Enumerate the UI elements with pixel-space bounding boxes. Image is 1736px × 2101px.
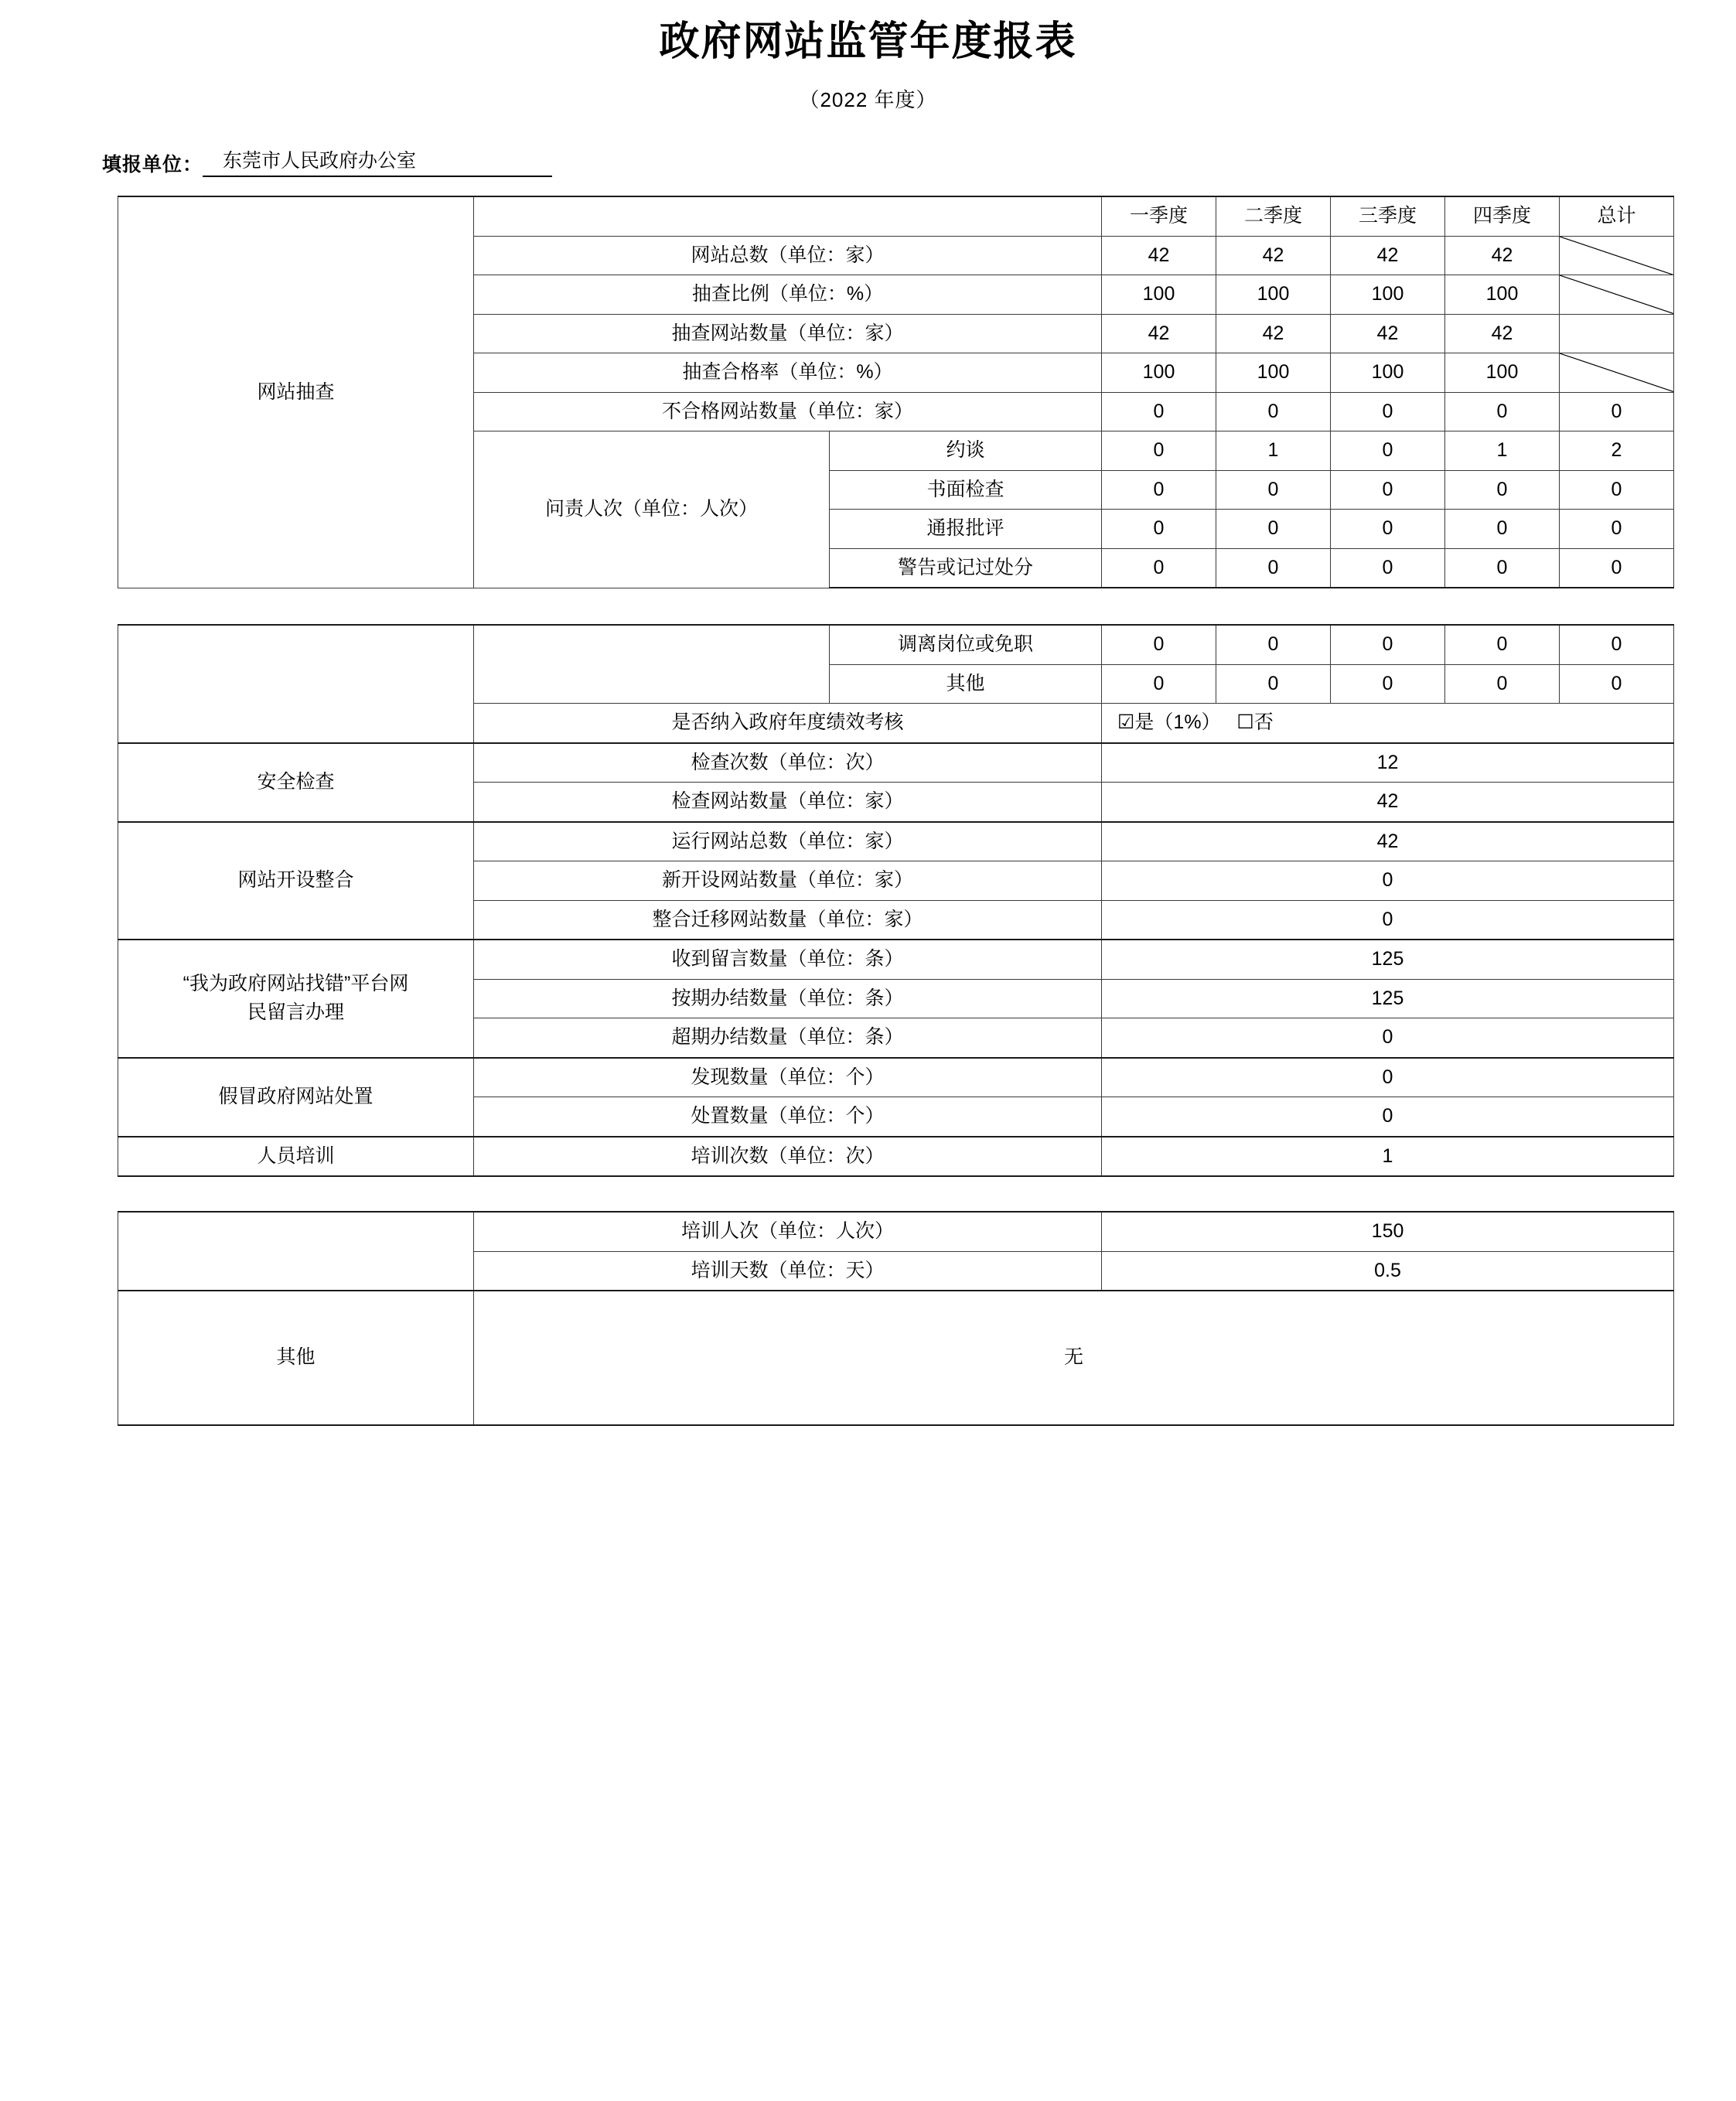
cell-website-total-q3: 42: [1331, 236, 1445, 275]
cell-website-total-sum-slash: [1560, 236, 1674, 275]
header-blank-cell: [474, 196, 1102, 236]
row-label-accountability: 问责人次（单位：人次）: [474, 431, 830, 588]
row-label-fake-found: 发现数量（单位：个）: [474, 1058, 1102, 1097]
report-table-3: [118, 1211, 1674, 1426]
row-label-check-times: 检查次数（单位：次）: [474, 743, 1102, 783]
cell-transfer-q4: 0: [1445, 625, 1560, 664]
cell-training-days-value: 0.5: [1102, 1251, 1674, 1291]
row-label-overdue-resolved: 超期办结数量（单位：条）: [474, 1018, 1102, 1058]
cell-other-content: 无: [474, 1291, 1674, 1425]
cell-written-sum: 0: [1560, 470, 1674, 510]
cell-spotcheck-ratio-sum-slash: [1560, 275, 1674, 315]
category-cell-security-check: 安全检查: [118, 743, 474, 822]
cell-ontime-resolved-value: 125: [1102, 979, 1674, 1018]
cell-pass-rate-q3: 100: [1331, 353, 1445, 393]
cell-written-q4: 0: [1445, 470, 1560, 510]
cell-website-total-q1: 42: [1102, 236, 1216, 275]
cell-spotcheck-ratio-q3: 100: [1331, 275, 1445, 315]
cell-warning-q2: 0: [1216, 548, 1331, 588]
sub-label-interview: 约谈: [830, 431, 1102, 471]
cell-interview-q4: 1: [1445, 431, 1560, 471]
sub-label-warning: 警告或记过处分: [830, 548, 1102, 588]
cell-training-persons-value: 150: [1102, 1212, 1674, 1251]
row-label-website-total: 网站总数（单位：家）: [474, 236, 1102, 275]
cell-warning-sum: 0: [1560, 548, 1674, 588]
cell-spotcheck-count-q2: 42: [1216, 314, 1331, 353]
cell-warning-q1: 0: [1102, 548, 1216, 588]
checkbox-no-label: 否: [1253, 711, 1274, 733]
category-cell-fake-site: 假冒政府网站处置: [118, 1058, 474, 1137]
cell-website-total-q2: 42: [1216, 236, 1331, 275]
cell-unqualified-q2: 0: [1216, 392, 1331, 431]
cell-pass-rate-sum-slash: [1560, 353, 1674, 393]
cell-spotcheck-ratio-q4: 100: [1445, 275, 1560, 315]
row-label-performance-assessment: 是否纳入政府年度绩效考核: [474, 704, 1102, 743]
cell-spotcheck-ratio-q1: 100: [1102, 275, 1216, 315]
cell-criticism-q2: 0: [1216, 510, 1331, 549]
cell-written-q2: 0: [1216, 470, 1331, 510]
reporting-unit-value: 东莞市人民政府办公室: [203, 145, 552, 177]
cell-new-sites-value: 0: [1102, 861, 1674, 901]
column-header-q2: 二季度: [1216, 196, 1331, 236]
row-label-accountability-continued: [474, 625, 830, 704]
cell-other-acc-q3: 0: [1331, 664, 1445, 704]
cell-other-acc-q1: 0: [1102, 664, 1216, 704]
cell-pass-rate-q2: 100: [1216, 353, 1331, 393]
category-cell-website-spotcheck: 网站抽查: [118, 196, 474, 588]
reporting-unit-label: 填报单位：: [102, 154, 203, 176]
category-cell-blank-continued: [118, 625, 474, 743]
category-cell-site-setup: 网站开设整合: [118, 822, 474, 940]
column-header-q4: 四季度: [1445, 196, 1560, 236]
cell-other-acc-q2: 0: [1216, 664, 1331, 704]
page-break-gap-2: [0, 1177, 1736, 1211]
sub-label-criticism: 通报批评: [830, 510, 1102, 549]
cell-transfer-q1: 0: [1102, 625, 1216, 664]
cell-interview-q2: 1: [1216, 431, 1331, 471]
table-row-messages-received: [118, 940, 1674, 979]
cell-spotcheck-count-q3: 42: [1331, 314, 1445, 353]
cell-other-acc-q4: 0: [1445, 664, 1560, 704]
cell-fake-handled-value: 0: [1102, 1097, 1674, 1137]
cell-criticism-q3: 0: [1331, 510, 1445, 549]
table-row-other: [118, 1291, 1674, 1425]
cell-spotcheck-ratio-q2: 100: [1216, 275, 1331, 315]
checkbox-no-icon[interactable]: ☐: [1236, 711, 1254, 733]
table-row-transfer-removal: [118, 625, 1674, 664]
cell-fake-found-value: 0: [1102, 1058, 1674, 1097]
category-error-platform-line2: 民留言办理: [247, 1001, 344, 1024]
cell-unqualified-q4: 0: [1445, 392, 1560, 431]
cell-criticism-q4: 0: [1445, 510, 1560, 549]
performance-answer-cell: [1102, 704, 1674, 743]
cell-written-q3: 0: [1331, 470, 1445, 510]
cell-spotcheck-count-q1: 42: [1102, 314, 1216, 353]
row-label-ontime-resolved: 按期办结数量（单位：条）: [474, 979, 1102, 1018]
cell-overdue-resolved-value: 0: [1102, 1018, 1674, 1058]
table-row-check-times: [118, 743, 1674, 783]
table-row-training-times: [118, 1137, 1674, 1177]
row-label-messages-received: 收到留言数量（单位：条）: [474, 940, 1102, 979]
cell-spotcheck-count-sum: [1560, 314, 1674, 353]
table-header-row: [118, 196, 1674, 236]
row-label-training-persons: 培训人次（单位：人次）: [474, 1212, 1102, 1251]
column-header-q3: 三季度: [1331, 196, 1445, 236]
report-table-1: [118, 196, 1674, 588]
cell-warning-q4: 0: [1445, 548, 1560, 588]
row-label-training-days: 培训天数（单位：天）: [474, 1251, 1102, 1291]
sub-label-written-check: 书面检查: [830, 470, 1102, 510]
row-label-pass-rate: 抽查合格率（单位：%）: [474, 353, 1102, 393]
row-label-new-sites: 新开设网站数量（单位：家）: [474, 861, 1102, 901]
row-label-checked-sites: 检查网站数量（单位：家）: [474, 783, 1102, 822]
cell-checked-sites-value: 42: [1102, 783, 1674, 822]
cell-website-total-q4: 42: [1445, 236, 1560, 275]
row-label-unqualified: 不合格网站数量（单位：家）: [474, 392, 1102, 431]
page-title: 政府网站监管年度报表: [659, 19, 1077, 64]
category-cell-training-continued: [118, 1212, 474, 1291]
cell-interview-q3: 0: [1331, 431, 1445, 471]
cell-interview-q1: 0: [1102, 431, 1216, 471]
cell-warning-q3: 0: [1331, 548, 1445, 588]
cell-pass-rate-q4: 100: [1445, 353, 1560, 393]
category-cell-training: 人员培训: [118, 1137, 474, 1177]
report-table-2: [118, 624, 1674, 1177]
cell-interview-sum: 2: [1560, 431, 1674, 471]
table-row-training-persons: [118, 1212, 1674, 1251]
cell-spotcheck-count-q4: 42: [1445, 314, 1560, 353]
column-header-total: 总计: [1560, 196, 1674, 236]
cell-other-acc-sum: 0: [1560, 664, 1674, 704]
cell-pass-rate-q1: 100: [1102, 353, 1216, 393]
row-label-spotcheck-ratio: 抽查比例（单位：%）: [474, 275, 1102, 315]
checkbox-yes-label: 是（1%）: [1134, 711, 1221, 733]
sub-label-other-accountability: 其他: [830, 664, 1102, 704]
row-label-merged-sites: 整合迁移网站数量（单位：家）: [474, 900, 1102, 940]
row-label-training-times: 培训次数（单位：次）: [474, 1137, 1102, 1177]
table-block-1: [0, 196, 1736, 588]
cell-check-times-value: 12: [1102, 743, 1674, 783]
category-cell-error-platform: [118, 940, 474, 1058]
table-block-2: [0, 624, 1736, 1177]
cell-messages-received-value: 125: [1102, 940, 1674, 979]
page-subtitle: （2022 年度）: [799, 88, 937, 111]
cell-unqualified-sum: 0: [1560, 392, 1674, 431]
cell-running-sites-value: 42: [1102, 822, 1674, 861]
category-cell-other: 其他: [118, 1291, 474, 1425]
cell-criticism-q1: 0: [1102, 510, 1216, 549]
column-header-q1: 一季度: [1102, 196, 1216, 236]
cell-unqualified-q3: 0: [1331, 392, 1445, 431]
row-label-running-sites: 运行网站总数（单位：家）: [474, 822, 1102, 861]
row-label-fake-handled: 处置数量（单位：个）: [474, 1097, 1102, 1137]
table-block-3: [0, 1211, 1736, 1426]
sub-label-transfer-removal: 调离岗位或免职: [830, 625, 1102, 664]
reporting-unit-row: [0, 145, 1736, 177]
table-row-running-sites: [118, 822, 1674, 861]
row-label-spotcheck-count: 抽查网站数量（单位：家）: [474, 314, 1102, 353]
cell-merged-sites-value: 0: [1102, 900, 1674, 940]
cell-criticism-sum: 0: [1560, 510, 1674, 549]
cell-transfer-q2: 0: [1216, 625, 1331, 664]
cell-unqualified-q1: 0: [1102, 392, 1216, 431]
category-error-platform-line1: “我为政府网站找错”平台网: [182, 972, 409, 994]
page-break-gap-1: [0, 588, 1736, 624]
cell-transfer-q3: 0: [1331, 625, 1445, 664]
cell-transfer-sum: 0: [1560, 625, 1674, 664]
cell-written-q1: 0: [1102, 470, 1216, 510]
checkbox-yes-icon[interactable]: ☑: [1117, 711, 1135, 733]
table-row-fake-found: [118, 1058, 1674, 1097]
cell-training-times-value: 1: [1102, 1137, 1674, 1177]
